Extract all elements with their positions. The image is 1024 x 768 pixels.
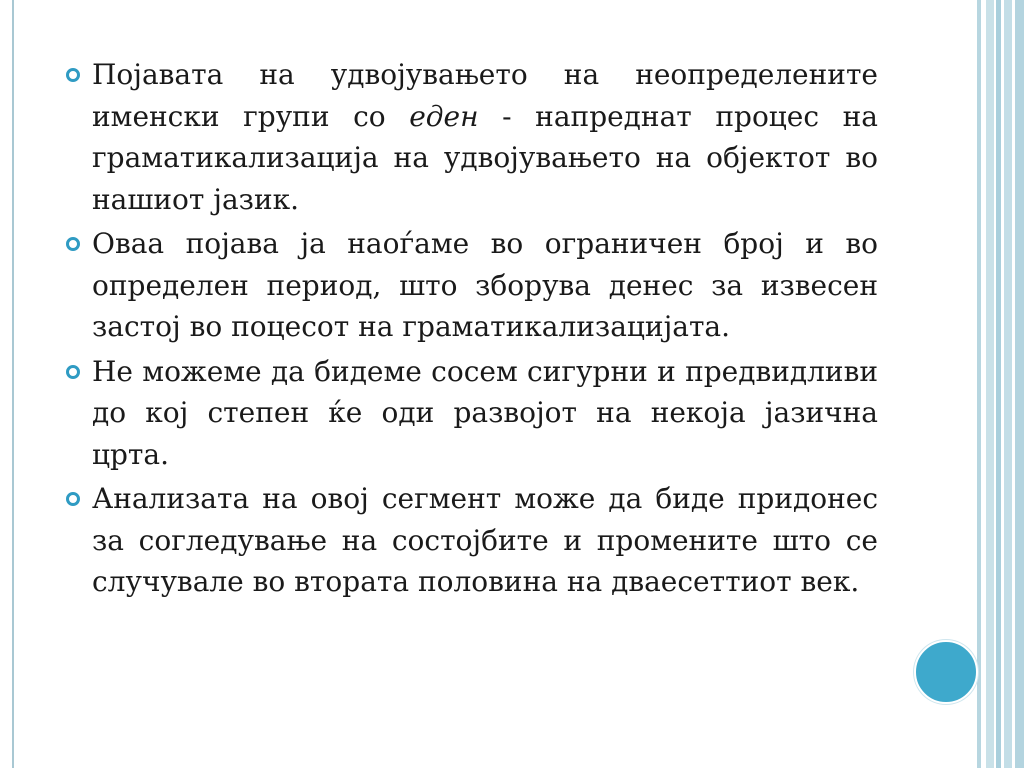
- bullet-ring-icon: [66, 365, 80, 379]
- bullet-italic-word: еден: [409, 99, 479, 133]
- bullet-text: Не можеме да бидеме сосем сигурни и предвидливи до кој степен ќе оди развојот на некоја јазична црта.: [92, 354, 878, 471]
- decorative-circle: [914, 640, 978, 704]
- bullet-text-part: Појавата на удвојувањето на неопределените именски групи со: [92, 58, 878, 133]
- bullet-item: [62, 223, 878, 348]
- bullet-list: [62, 54, 878, 606]
- bullet-item: [62, 478, 878, 603]
- right-stripe-3: [996, 0, 1001, 768]
- bullet-ring-icon: [66, 237, 80, 251]
- bullet-item: [62, 54, 878, 220]
- bullet-ring-icon: [66, 68, 80, 82]
- right-stripe-1: [977, 0, 981, 768]
- right-stripe-4: [1004, 0, 1012, 768]
- bullet-text-part: - напреднат процес на граматикализација на удвојувањето на објектот во нашиот јазик.: [92, 99, 878, 216]
- bullet-text: Оваа појава ја наоѓаме во ограничен број и во определен период, што зборува денес за извесен застој во поцесот на граматикализацијата.: [92, 227, 878, 343]
- bullet-ring-icon: [66, 492, 80, 506]
- bullet-item: [62, 351, 878, 476]
- left-frame-line: [12, 0, 14, 768]
- bullet-text: Анализата на овој сегмент може да биде придонес за согледување на состојбите и промените што се случувале во втората половина на дваесеттиот век.: [92, 482, 878, 598]
- right-stripe-2: [986, 0, 994, 768]
- right-stripe-5: [1015, 0, 1024, 768]
